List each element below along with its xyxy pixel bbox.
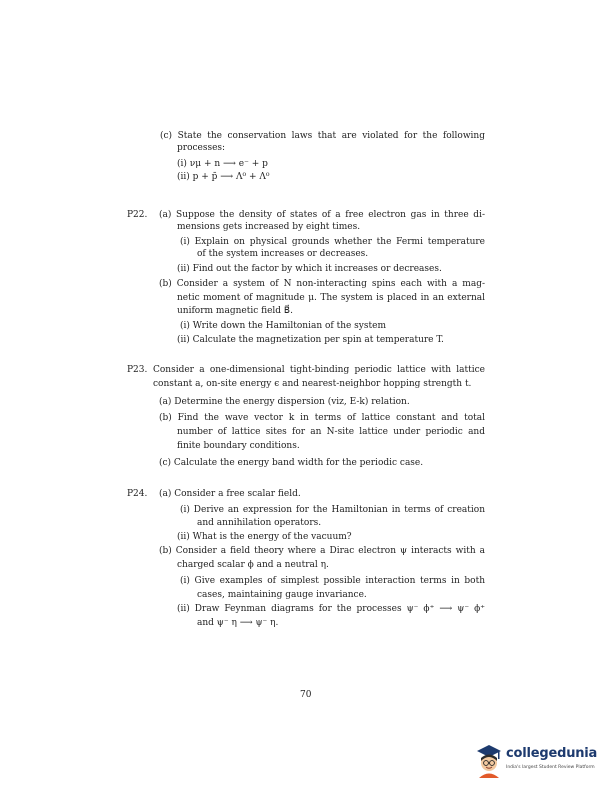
logo-tagline: India's largest Student Review Platform bbox=[506, 765, 595, 770]
problem-number-p22: P22. bbox=[127, 210, 148, 220]
p23-intro-line: constant a, on-site energy ϵ and nearest-neighbor hopping strength t. bbox=[153, 379, 472, 389]
p24-b-ii-line: (ii) Draw Feynman diagrams for the processes ψ⁻ ϕ⁺ ⟶ ψ⁻ ϕ⁺ bbox=[177, 604, 485, 614]
p23-part-c: (c) Calculate the energy band width for the periodic case. bbox=[159, 458, 424, 468]
logo-wordmark: collegedunia bbox=[506, 746, 598, 761]
p24-a-ii: (ii) What is the energy of the vacuum? bbox=[177, 532, 352, 542]
p23-part-a: (a) Determine the energy dispersion (viz, E-k) relation. bbox=[159, 397, 410, 407]
p23-intro-line: Consider a one-dimensional tight-binding periodic lattice with lattice bbox=[153, 365, 485, 375]
p22-a-ii: (ii) Find out the factor by which it increases or decreases. bbox=[177, 264, 442, 274]
p24-b-i-line: cases, maintaining gauge invariance. bbox=[197, 590, 367, 600]
process-i: (i) νμ + n ⟶ e⁻ + p bbox=[177, 159, 268, 169]
p22-part-a-line: mensions gets increased by eight times. bbox=[177, 222, 361, 232]
p23-part-b-line: (b) Find the wave vector k in terms of lattice constant and total bbox=[159, 413, 485, 423]
p22-a-i-line: (i) Explain on physical grounds whether the Fermi temperature bbox=[180, 237, 485, 247]
p22-part-b-line: netic moment of magnitude μ. The system is placed in an external bbox=[177, 293, 485, 303]
student-mascot-icon bbox=[474, 742, 504, 778]
collegedunia-logo[interactable] bbox=[474, 741, 604, 781]
p22-a-i-line: of the system increases or decreases. bbox=[197, 249, 369, 259]
process-ii: (ii) p + p̄ ⟶ Λ⁰ + Λ⁰ bbox=[177, 172, 270, 182]
p24-a-i-line: (i) Derive an expression for the Hamiltonian in terms of creation bbox=[180, 505, 485, 515]
p24-part-b-line: (b) Consider a field theory where a Dirac electron ψ interacts with a bbox=[159, 546, 485, 556]
p24-part-a: (a) Consider a free scalar field. bbox=[159, 489, 301, 499]
p24-part-b-line: charged scalar ϕ and a neutral η. bbox=[177, 560, 329, 570]
p22-b-ii: (ii) Calculate the magnetization per spin at temperature T. bbox=[177, 335, 444, 345]
p24-a-i-line: and annihilation operators. bbox=[197, 518, 322, 528]
p22-part-a-line: (a) Suppose the density of states of a free electron gas in three di- bbox=[159, 210, 485, 220]
page-number: 70 bbox=[300, 690, 312, 700]
p23-part-b-line: finite boundary conditions. bbox=[177, 441, 300, 451]
p22-part-b-line: (b) Consider a system of N non-interacting spins each with a mag- bbox=[159, 279, 485, 289]
problem-number-p24: P24. bbox=[127, 489, 148, 499]
problem-number-p23: P23. bbox=[127, 365, 148, 375]
question-part-c-line: (c) State the conservation laws that are violated for the following bbox=[160, 131, 485, 141]
p23-part-b-line: number of lattice sites for an N-site lattice under periodic and bbox=[177, 427, 485, 437]
p22-part-b-line: uniform magnetic field B⃗. bbox=[177, 306, 293, 316]
p24-b-ii-line: and ψ⁻ η ⟶ ψ⁻ η. bbox=[197, 618, 279, 628]
question-part-c-line: processes: bbox=[177, 143, 226, 153]
p22-b-i: (i) Write down the Hamiltonian of the system bbox=[180, 321, 386, 331]
p24-b-i-line: (i) Give examples of simplest possible interaction terms in both bbox=[180, 576, 485, 586]
